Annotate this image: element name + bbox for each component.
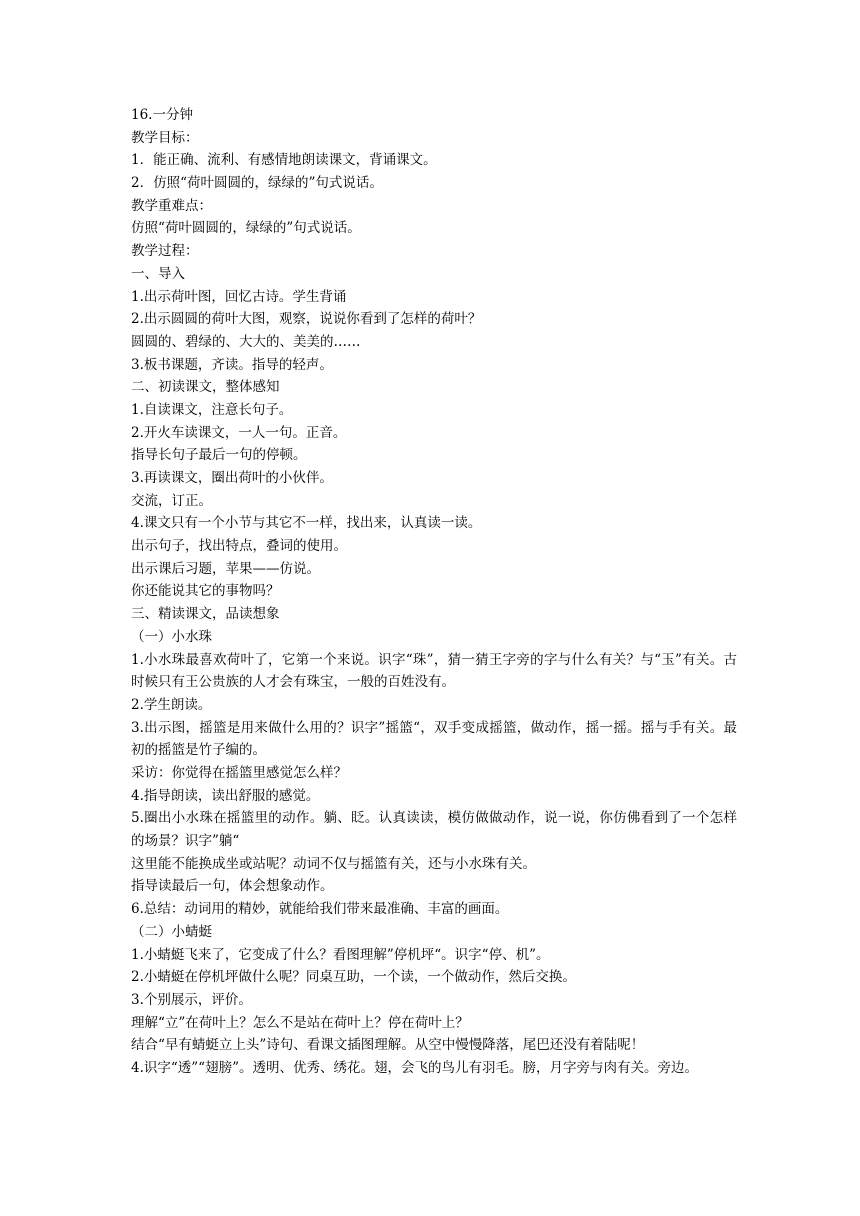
- paragraph: 理解“立”在荷叶上？怎么不是站在荷叶上？停在荷叶上？: [131, 1014, 469, 1031]
- section-heading: 教学目标：: [131, 129, 199, 146]
- paragraph: 出示课后习题，苹果——仿说。: [131, 560, 320, 577]
- paragraph: 3.板书课题，齐读。指导的轻声。: [131, 356, 333, 373]
- paragraph: 交流，订正。: [131, 492, 212, 509]
- paragraph: 2.开火车读课文，一人一句。正音。: [131, 424, 347, 441]
- paragraph: 4.识字“透”“翅膀”。透明、优秀、绣花。翅，会飞的鸟儿有羽毛。膀，月字旁与肉有关。旁边。: [131, 1059, 698, 1076]
- paragraph: 2．仿照“荷叶圆圆的，绿绿的”句式说话。: [131, 175, 383, 192]
- paragraph: 5.圈出小水珠在摇篮里的动作。躺、眨。认真读读，模仿做做动作，说一说，你仿佛看到了一个怎样的场景？识字”躺“: [131, 810, 737, 850]
- paragraph: 2.出示圆圆的荷叶大图，观察，说说你看到了怎样的荷叶？: [131, 311, 482, 328]
- paragraph: 4.课文只有一个小节与其它不一样，找出来，认真读一读。: [131, 515, 482, 532]
- paragraph: 指导长句子最后一句的停顿。: [131, 447, 307, 464]
- paragraph: 采访：你觉得在摇篮里感觉怎么样？: [131, 765, 347, 781]
- paragraph: 指导读最后一句，体会想象动作。: [131, 878, 334, 895]
- paragraph: 1.小水珠最喜欢荷叶了，它第一个来说。识字“珠”，猜一猜王字旁的字与什么有关？与“玉”有关。古时候只有王公贵族的人才会有珠宝，一般的百姓没有。: [131, 651, 737, 691]
- paragraph: 3.再读课文，圈出荷叶的小伙伴。: [131, 470, 333, 486]
- paragraph: 圆圆的、碧绿的、大大的、美美的……: [131, 333, 361, 350]
- paragraph: 你还能说其它的事物吗？: [131, 583, 280, 600]
- paragraph: 出示句子，找出特点，叠词的使用。: [131, 538, 347, 555]
- paragraph: 3.出示图，摇篮是用来做什么用的？识字”摇篮“，双手变成摇篮，做动作，摇一摇。摇与手有关。最初的摇篮是竹子编的。: [131, 719, 737, 759]
- lesson-title: 16.一分钟: [131, 107, 193, 123]
- section-heading: 二、初读课文，整体感知: [131, 379, 280, 396]
- section-heading: 三、精读课文，品读想象: [131, 606, 280, 623]
- section-heading: 一、导入: [131, 265, 185, 282]
- paragraph: 1.小蜻蜓飞来了，它变成了什么？看图理解”停机坪“。识字“停、机”。: [131, 946, 550, 963]
- paragraph: 结合“早有蜻蜓立上头”诗句、看课文插图理解。从空中慢慢降落，尾巴还没有着陆呢！: [131, 1037, 645, 1054]
- subsection-heading: （一）小水珠: [131, 628, 212, 645]
- paragraph: 3.个别展示，评价。: [131, 991, 252, 1008]
- paragraph: 仿照“荷叶圆圆的，绿绿的”句式说话。: [131, 220, 361, 237]
- paragraph: 2.学生朗读。: [131, 696, 212, 713]
- paragraph: 4.指导朗读，读出舒服的感觉。: [131, 787, 320, 804]
- paragraph: 1.自读课文，注意长句子。: [131, 401, 293, 418]
- paragraph: 2.小蜻蜓在停机坪做什么呢？同桌互助，一个读，一个做动作，然后交换。: [131, 969, 576, 986]
- document-body: [131, 104, 737, 1080]
- paragraph: 这里能不能换成坐或站呢？动词不仅与摇篮有关，还与小水珠有关。: [131, 855, 536, 872]
- section-heading: 教学重难点：: [131, 197, 212, 214]
- subsection-heading: （二）小蜻蜓: [131, 923, 212, 940]
- paragraph: 1.出示荷叶图，回忆古诗。学生背诵: [131, 288, 347, 305]
- paragraph: 6.总结：动词用的精妙，就能给我们带来最准确、丰富的画面。: [131, 901, 509, 918]
- paragraph: 1．能正确、流利、有感情地朗读课文，背诵课文。: [131, 152, 437, 169]
- section-heading: 教学过程：: [131, 243, 199, 260]
